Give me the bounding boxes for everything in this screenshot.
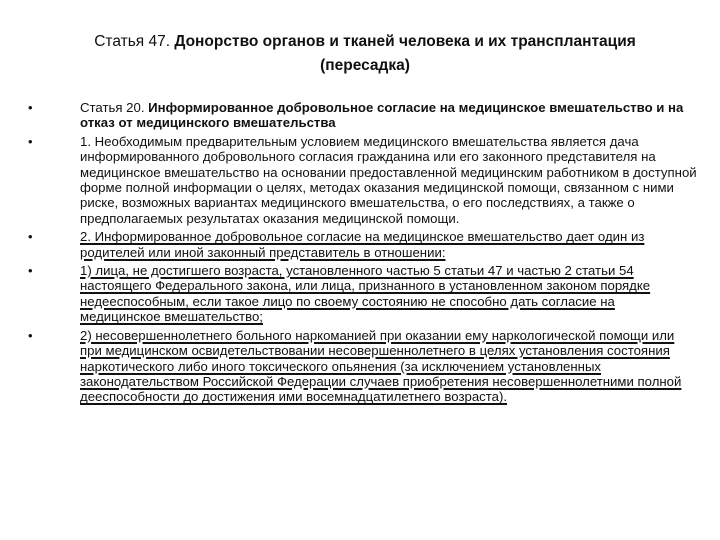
list-item <box>28 229 698 260</box>
list-item <box>28 328 698 405</box>
title-prefix: Статья 47. <box>94 33 175 50</box>
bullet-icon: • <box>28 327 33 343</box>
item-text: 1) лица, не достигшего возраста, установленного частью 5 статьи 47 и частью 2 статьи 54 настоящего Федерального закона, или лица, признанного в установленном законом порядке недееспособным, если такое лицо по своему состоянию не способно дать согласие на медицинское вмешательство; <box>80 263 651 325</box>
bullet-icon: • <box>28 100 33 115</box>
bullet-list <box>28 100 698 408</box>
title-main: Донорство органов и тканей человека и их трансплантация (пересадка) <box>174 33 636 74</box>
item-text: 1. Необходимым предварительным условием медицинского вмешательства является дача информированного добровольного согласия гражданина или его законного представителя на медицинское вмешательство на основании предоставленной медицинским работником в доступной форме полной информации о целях, методах оказания медицинской помощи, связанном с ними риске, возможных вариантах медицинского вмешательства, о его последствиях, а также о предполагаемых результатах оказания медицинской помощи. <box>80 133 697 226</box>
bullet-icon: • <box>28 263 33 279</box>
item-text: 2. Информированное добровольное согласие на медицинское вмешательство дает один из родителей или иной законный представитель в отношении: <box>80 229 645 260</box>
list-item <box>28 263 698 325</box>
list-item <box>28 100 698 131</box>
slide-title <box>60 30 670 78</box>
bullet-icon: • <box>28 133 33 149</box>
item-text: 2) несовершеннолетнего больного наркоманией при оказании ему наркологической помощи или при медицинском освидетельствовании несовершеннолетнего в целях установления состояния наркотического либо иного токсического опьянения (за исключением установленных законодательством Российской Федерации случаев приобретения несовершеннолетними полной дееспособности до достижения ими восемнадцатилетнего возраста). <box>80 327 682 405</box>
item-text: Информированное добровольное согласие на медицинское вмешательство и на отказ от медицинского вмешательства <box>80 100 684 131</box>
list-item <box>28 134 698 226</box>
bullet-icon: • <box>28 229 33 245</box>
item-lead: Статья 20. <box>80 100 149 115</box>
